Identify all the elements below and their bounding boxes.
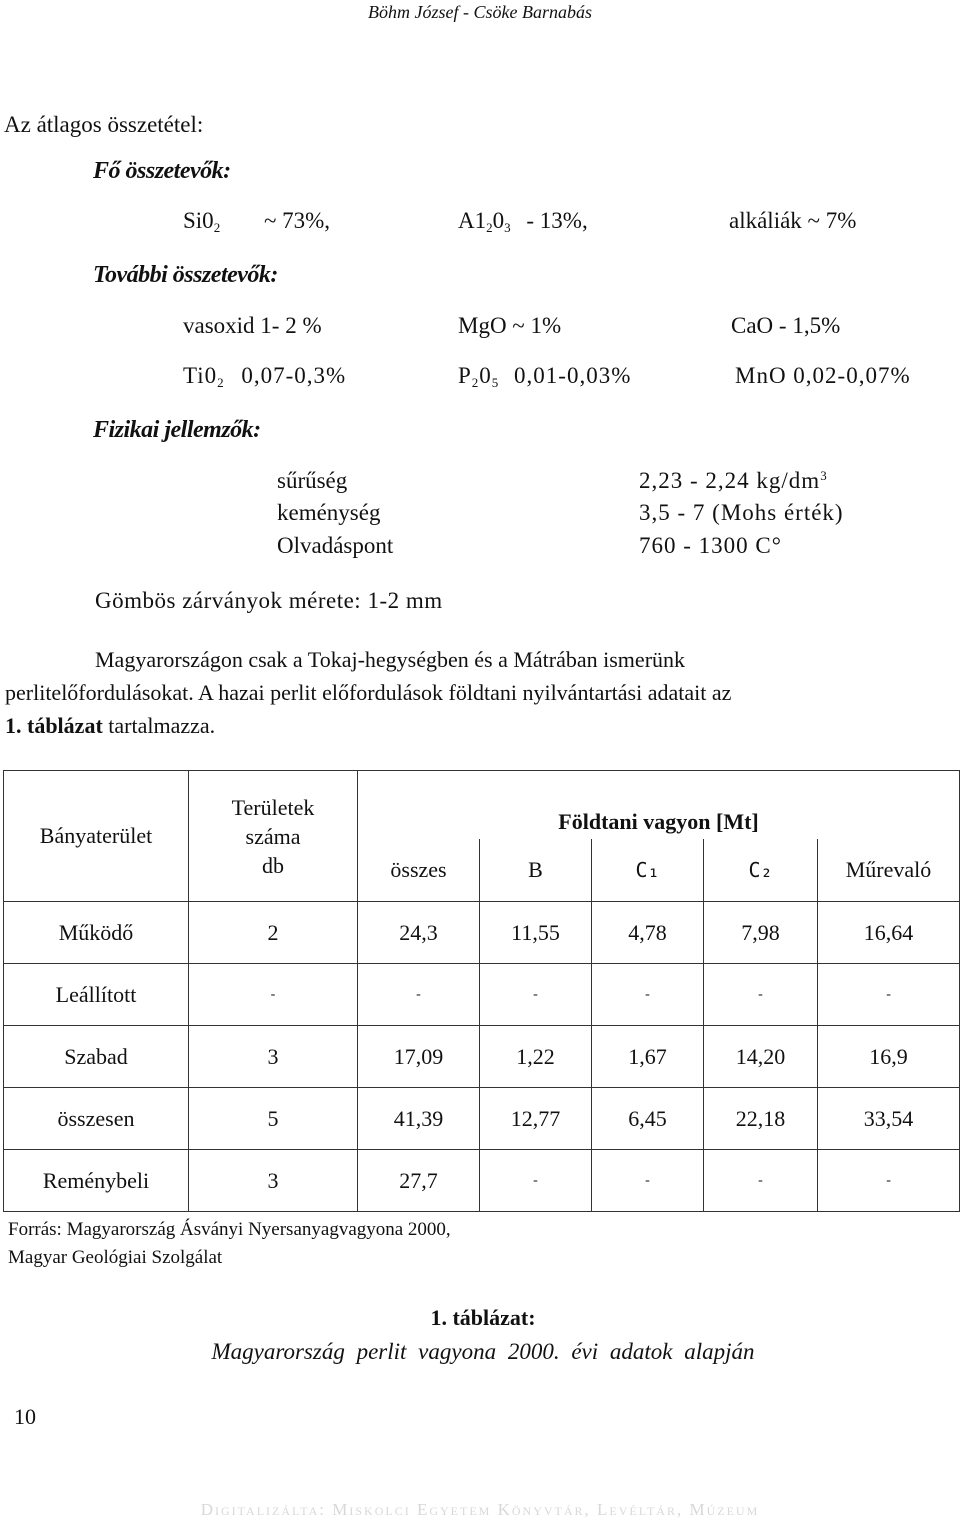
cell-b: 1,22 — [480, 1026, 592, 1088]
cell-total: 24,3 — [358, 902, 480, 964]
header-c2: C₂ — [704, 839, 818, 902]
row-count: 3 — [189, 1150, 358, 1212]
cell-c1: 6,45 — [592, 1088, 704, 1150]
intro-paragraph — [5, 643, 951, 742]
row-name: Szabad — [4, 1026, 189, 1088]
cell-c1: 1,67 — [592, 1026, 704, 1088]
digitization-watermark: Digitalizálta: Miskolci Egyetem Könyvtár, Levéltár, Múzeum — [200, 1500, 760, 1519]
cell-c1: 4,78 — [592, 902, 704, 964]
cell-total: 41,39 — [358, 1088, 480, 1150]
p2o5-item: $P_20_5$ 0,01-0,03% — [458, 363, 632, 390]
table-row — [4, 1026, 960, 1088]
al2o3-item: $A1_20_3 - 13\%$, — [458, 208, 588, 235]
caption-number: 1. táblázat: — [430, 1305, 536, 1330]
cell-c2: 7,98 — [704, 902, 818, 964]
density-label: sűrűség — [277, 468, 348, 493]
table-source: Forrás: Magyarország Ásványi Nyersanyagvagyona 2000, Magyar Geológiai Szolgálat — [8, 1219, 451, 1268]
cell-b: 11,55 — [480, 902, 592, 964]
cell-workable: - — [818, 1150, 960, 1212]
melting-label: Olvadáspont — [277, 533, 394, 558]
cell-c2: - — [704, 964, 818, 1026]
cell-b: - — [480, 964, 592, 1026]
row-count: 3 — [189, 1026, 358, 1088]
cell-workable: 16,9 — [818, 1026, 960, 1088]
perlite-reserves-table — [3, 770, 960, 1212]
row-count: - — [189, 964, 358, 1026]
physical-title: Fizikai jellemzők: — [93, 417, 261, 443]
header-workable: Műrevaló — [818, 839, 960, 902]
header-c1: C₁ — [592, 839, 704, 902]
header-area: Bányaterület — [4, 771, 189, 902]
cell-c2: 14,20 — [704, 1026, 818, 1088]
row-name: Reménybeli — [4, 1150, 189, 1212]
table-row — [4, 1088, 960, 1150]
header-total: összes — [358, 839, 480, 902]
melting-value: 760 - 1300 C° — [639, 533, 782, 558]
page-number: 10 — [14, 1404, 36, 1429]
sio2-item: $Si0_2$ ~ 73%, — [183, 208, 331, 235]
density-value: 2,23 - 2,24 $kg/dm^3$ — [639, 468, 828, 493]
row-count: 5 — [189, 1088, 358, 1150]
cell-total: - — [358, 964, 480, 1026]
row-count: 2 — [189, 902, 358, 964]
cell-c1: - — [592, 1150, 704, 1212]
row-name: összesen — [4, 1088, 189, 1150]
mno-item: MnO 0,02-0,07% — [735, 363, 911, 388]
cell-workable: 33,54 — [818, 1088, 960, 1150]
running-header: Böhm József - Csöke Barnabás — [368, 2, 592, 22]
cell-b: 12,77 — [480, 1088, 592, 1150]
cell-c1: - — [592, 964, 704, 1026]
cell-total: 27,7 — [358, 1150, 480, 1212]
table-row — [4, 964, 960, 1026]
paragraph-line-3: 1. táblázat tartalmazza. — [5, 713, 216, 738]
header-reserves-group: Földtani vagyon [Mt] — [358, 771, 960, 840]
intro-label: Az átlagos összetétel: — [4, 112, 204, 137]
cell-b: - — [480, 1150, 592, 1212]
cell-workable: 16,64 — [818, 902, 960, 964]
cell-total: 17,09 — [358, 1026, 480, 1088]
vasoxid-item: vasoxid 1- 2 % — [183, 313, 322, 338]
inclusions-text: Gömbös zárványok mérete: 1-2 mm — [95, 588, 443, 613]
header-count: Területek száma db — [189, 771, 358, 902]
cell-c2: 22,18 — [704, 1088, 818, 1150]
other-components-title: További összetevők: — [93, 262, 278, 288]
cao-item: CaO - 1,5% — [731, 313, 841, 338]
hardness-label: keménység — [277, 500, 381, 525]
main-components-title: Fő összetevők: — [93, 158, 231, 184]
header-b: B — [480, 839, 592, 902]
tio2-item: $Ti0_2$ 0,07-0,3% — [183, 363, 347, 390]
paragraph-line-1: Magyarországon csak a Tokaj-hegységben és a Mátrában ismerünk — [95, 647, 686, 672]
row-name: Leállított — [4, 964, 189, 1026]
cell-workable: - — [818, 964, 960, 1026]
cell-c2: - — [704, 1150, 818, 1212]
caption-text: Magyarország perlit vagyona 2000. évi adatok alapján — [211, 1339, 755, 1364]
table-row — [4, 1150, 960, 1212]
mgo-item: MgO ~ 1% — [458, 313, 562, 338]
paragraph-line-2: perlitelőfordulásokat. A hazai perlit előfordulások földtani nyilvántartási adatait az — [5, 680, 732, 705]
hardness-value: 3,5 - 7 (Mohs érték) — [639, 500, 844, 525]
alkali-item: alkáliák ~ 7% — [729, 208, 857, 233]
table-row — [4, 902, 960, 964]
row-name: Működő — [4, 902, 189, 964]
